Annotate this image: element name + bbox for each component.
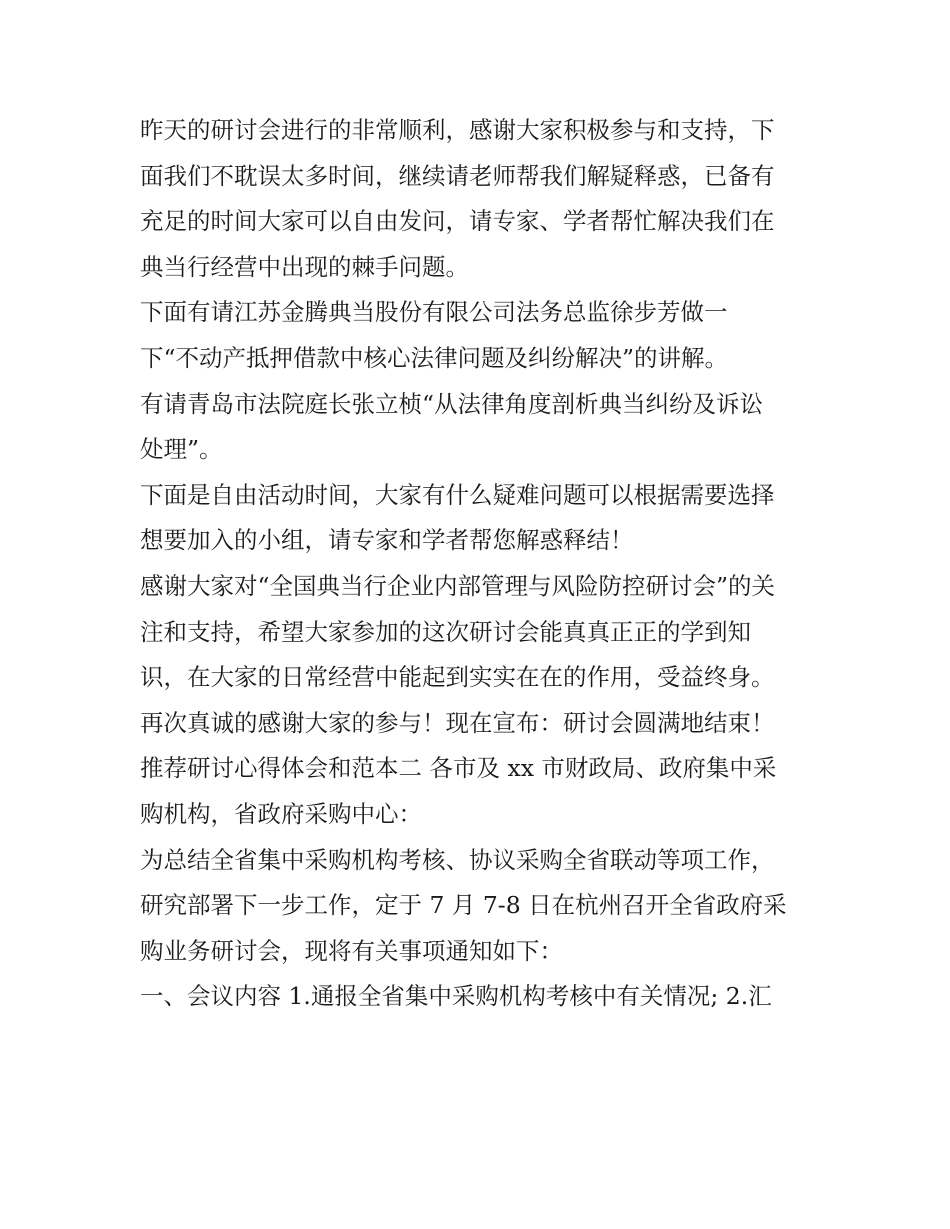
text-line: 购机构，省政府采购中心： <box>140 799 422 828</box>
text-line: 一、会议内容 1.通报全省集中采购机构考核中有关情况; 2.汇 <box>140 982 772 1011</box>
text-line: 充足的时间大家可以自由发问，请专家、学者帮忙解决我们在 <box>140 207 775 236</box>
document-body <box>140 108 830 1020</box>
text-line: 注和支持，希望大家参加的这次研讨会能真真正正的学到知 <box>140 617 751 646</box>
text-line: 处理”。 <box>140 435 223 464</box>
text-line: 昨天的研讨会进行的非常顺利，感谢大家积极参与和支持，下 <box>140 116 775 144</box>
text-line: 下“不动产抵押借款中核心法律问题及纠纷解决”的讲解。 <box>140 343 729 372</box>
text-line: 为总结全省集中采购机构考核、协议采购全省联动等项工作， <box>140 845 775 874</box>
text-line: 有请青岛市法院庭长张立桢“从法律角度剖析典当纠纷及诉讼 <box>140 389 764 418</box>
text-line: 面我们不耽误太多时间，继续请老师帮我们解疑释惑，已备有 <box>140 161 775 190</box>
text-line: 购业务研讨会，现将有关事项通知如下： <box>140 936 563 965</box>
text-line: 下面是自由活动时间，大家有什么疑难问题可以根据需要选择 <box>140 480 775 509</box>
text-line: 再次真诚的感谢大家的参与！现在宣布：研讨会圆满地结束！ <box>140 708 775 737</box>
text-line: 典当行经营中出现的棘手问题。 <box>140 252 469 281</box>
text-line: 感谢大家对“全国典当行企业内部管理与风险防控研讨会”的关 <box>140 571 776 600</box>
text-line: 识，在大家的日常经营中能起到实实在在的作用，受益终身。 <box>140 663 775 692</box>
text-line: 研究部署下一步工作，定于 7 月 7-8 日在杭州召开全省政府采 <box>140 891 787 920</box>
text-line: 想要加入的小组，请专家和学者帮您解惑释结！ <box>140 526 634 555</box>
text-line: 下面有请江苏金腾典当股份有限公司法务总监徐步芳做一 <box>140 298 728 327</box>
text-line: 推荐研讨心得体会和范本二 各市及 xx 市财政局、政府集中采 <box>140 754 777 783</box>
